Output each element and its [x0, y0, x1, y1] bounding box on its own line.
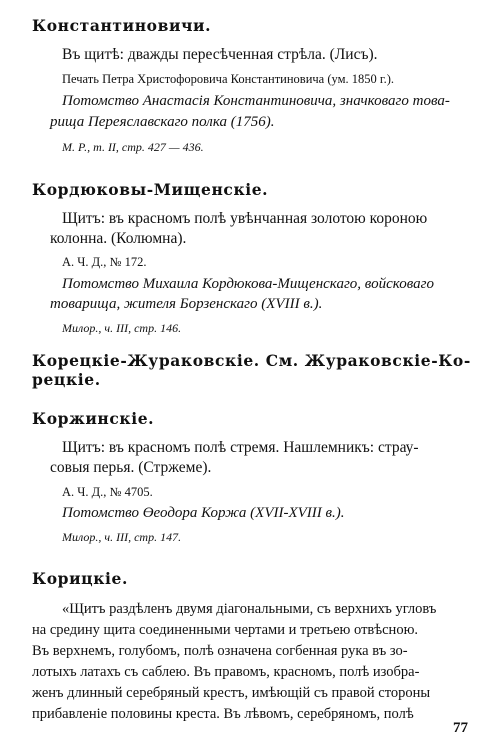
entry-lineage-line: Потомство Михаила Кордюкова-Мищенскаго, войсковаго [62, 276, 434, 292]
entry-text-line: женъ длинный серебряный крестъ, имѣющій съ правой стороны [32, 685, 431, 701]
entry-source-line: Печать Петра Христофоровича Константиновича (ум. 1850 г.). [62, 72, 395, 86]
entry-heading: Кордюковы-Мищенскіе. [32, 180, 269, 199]
entry-reference: Милор., ч. III, стр. 146. [62, 321, 182, 335]
entry-lineage-line: товарища, жителя Борзенскаго (XVIII в.). [50, 296, 323, 312]
entry-text-line: Щитъ: въ красномъ полѣ увѣнчанная золотою короною [62, 210, 428, 227]
entry-reference: Милор., ч. III, стр. 147. [62, 530, 182, 544]
entry-text-line: лотыхъ латахъ съ саблею. Въ правомъ, красномъ, полѣ изобра- [32, 664, 420, 680]
entry-reference: М. Р., т. II, стр. 427 — 436. [62, 140, 204, 154]
entry-lineage-line: Потомство Анастасія Константиновича, значковаго това- [62, 93, 450, 109]
page-number: 77 [453, 720, 468, 736]
entry-text-line: Въ щитѣ: дважды пересѣченная стрѣла. (Лисъ). [62, 46, 378, 63]
entry-text-line: Щитъ: въ красномъ полѣ стремя. Нашлемникъ: страу- [62, 439, 419, 456]
entry-text-line: на средину щита соединенными чертами и третьею отвѣсною. [32, 622, 419, 638]
entry-text-line: прибавленіе половины креста. Въ лѣвомъ, серебряномъ, полѣ [32, 706, 414, 722]
entry-text-line: «Щитъ раздѣленъ двумя діагональными, съ верхнихъ угловъ [62, 601, 437, 617]
entry-source-line: А. Ч. Д., № 172. [62, 255, 147, 269]
entry-heading: Константиновичи. [32, 16, 212, 35]
entry-heading: Корицкіе. [32, 569, 128, 588]
entry-heading: Корецкіе-Жураковскіе. См. Жураковскіе-Ко- [32, 351, 471, 370]
entry-lineage-line: рища Переяславскаго полка (1756). [50, 114, 275, 130]
entry-heading-continuation: рецкіе. [32, 370, 101, 389]
entry-source-line: А. Ч. Д., № 4705. [62, 485, 153, 499]
entry-heading: Коржинскіе. [32, 409, 155, 428]
entry-text-line: Въ верхнемъ, голубомъ, полѣ означена согбенная рука въ зо- [32, 643, 408, 659]
entry-text-line: колонна. (Колюмна). [50, 230, 187, 247]
entry-lineage-line: Потомство Өеодора Коржа (XVII-XVIII в.). [62, 505, 345, 521]
entry-text-line: совыя перья. (Стржеме). [50, 459, 212, 476]
